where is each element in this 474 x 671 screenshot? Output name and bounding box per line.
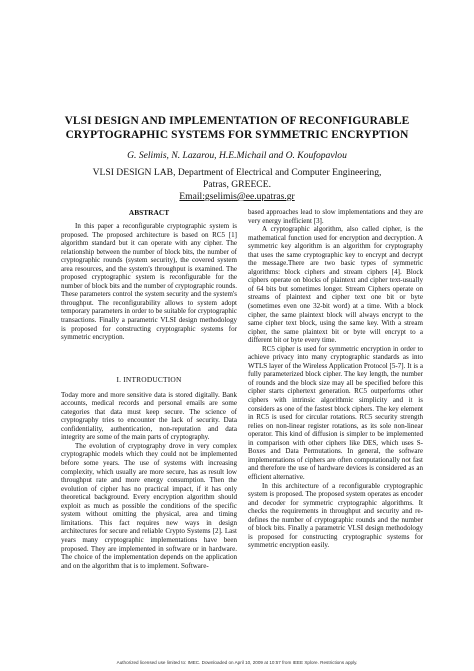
intro-paragraph-2: The evolution of cryptography drove in very complex cryptographic models which they could not be implemented before some years. The use of systems with increasing complexity, which usually are more secure, has as result low throughput rate and more energy consumption. Then the evolution of cipher has no practical impact, if it has only theoretical background. Every encryption algorithm should exploit as much as possible the conditions of the specific system without omitting the physical, area and timing limitations. This fact requires new ways in design architectures for secure and reliable Crypto Systems [2]. Last years many cryptographic implementations have been proposed. They are implemented in software or in hardware. The choice of the implementation depends on the application and on the algorithm that is to implement. Software- — [61, 441, 237, 570]
abstract-text: In this paper a reconfigurable cryptographic system is proposed. The proposed architecture is based on RC5 [1] algorithm standard but it can operate with any cipher. The relationship between the number of block bits, the number of cryptographic rounds (system security), the covered system area resources, and the system's throughput is examined. The proposed cryptographic system is reconfigurable for the number of block bits and the number of cryptographic rounds. These parameters control the system security and the system's throughput. The reconfigurability allows to system adopt temporary parameters in order to be suitable for cryptographic transactions. Finally a parametric VLSI design methodology is proposed for constructing cryptographic systems for symmetric encryption. — [61, 222, 237, 342]
title-line-1: VLSI DESIGN AND IMPLEMENTATION OF RECONFIGURABLE — [64, 115, 410, 127]
right-paragraph-2: RC5 cipher is used for symmetric encryption in order to achieve privacy into many cryptographic standards as into WTLS layer of the Wireless Application Protocol [5-7]. It is a fully parameterized block cipher. The key length, the number of rounds and the block size may all be specified before this cipher starts ciphertext generation. RC5 outperforms other ciphers with intrinsic algorithmic simplicity and it is considers as one of the fastest block ciphers. The key element in RC5 is used for circular rotations. RC5 security strength relies on non-linear register rotations, as its sole non-linear operator. This kind of diffusion is simpler to be implemented in comparison with other ciphers like DES, which uses S-Boxes and Data Permutations. In general, the software implementations of ciphers are often computationally not fast and therefore the use of hardware devices is considered as an efficient alternative. — [248, 344, 423, 481]
affiliation — [40, 167, 434, 203]
email-link[interactable]: Email:gselimis@ee.upatras.gr — [179, 191, 295, 202]
affiliation-line-2: Patras, GREECE. — [203, 179, 271, 190]
paper-title — [40, 114, 434, 142]
author-list: G. Selimis, N. Lazarou, H.E.Michail and O. Koufopavlou — [127, 150, 347, 161]
title-line-2: CRYPTOGRAPHIC SYSTEMS FOR SYMMETRIC ENCRYPTION — [65, 129, 409, 141]
affiliation-line-1: VLSI DESIGN LAB, Department of Electrical and Computer Engineering, — [92, 167, 382, 178]
right-paragraph-0: based approaches lead to slow implementations and they are very energy inefficient [3]. — [248, 208, 423, 225]
left-column — [61, 208, 237, 570]
intro-paragraph-1: Today more and more sensitive data is stored digitally. Bank accounts, medical records and personal emails are some categories that data must keep secure. The science of cryptography tries to encounter the lack of security. Data confidentiality, authentication, non-reputation and data integrity are some of the main parts of cryptography. — [61, 390, 237, 442]
introduction-heading: I. INTRODUCTION — [116, 374, 182, 384]
license-footer: Authorized licensed use limited to: IMEC. Downloaded on April 10, 2009 at 10:57 from IEEE Xplore. Restrictions apply. — [116, 660, 358, 665]
right-column — [248, 208, 423, 550]
right-paragraph-1: A cryptographic algorithm, also called cipher, is the mathematical function used for encryption and decryption. A symmetric key algorithm is an algorithm for cryptography that uses the same cryptographic key to encrypt and decrypt the message.There are two basic types of symmetric algorithms: block ciphers and stream ciphers [4]. Block ciphers operate on blocks of plaintext and cipher text-usually of 64 bits but sometimes longer. Stream Ciphers operate on streams of plaintext and cipher text one bit or byte (sometimes even one 32-bit word) at a time. With a block cipher, the same plaintext block will always encrypt to the same cipher text block, using the same key. With a stream cipher, the same plaintext bit or byte will encrypt to a different bit or byte every time. — [248, 225, 423, 345]
right-paragraph-3: In this architecture of a reconfigurable cryptographic system is proposed. The proposed system operates as encoder and decoder for symmetric cryptographic algorithms. It checks the requirements in throughput and security and re-defines the number of cryptographic rounds and the number of block bits. Finally a parametric VLSI design methodology is proposed for constructing cryptographic systems for symmetric encryption easily. — [248, 481, 423, 550]
abstract-heading: ABSTRACT — [128, 208, 170, 217]
